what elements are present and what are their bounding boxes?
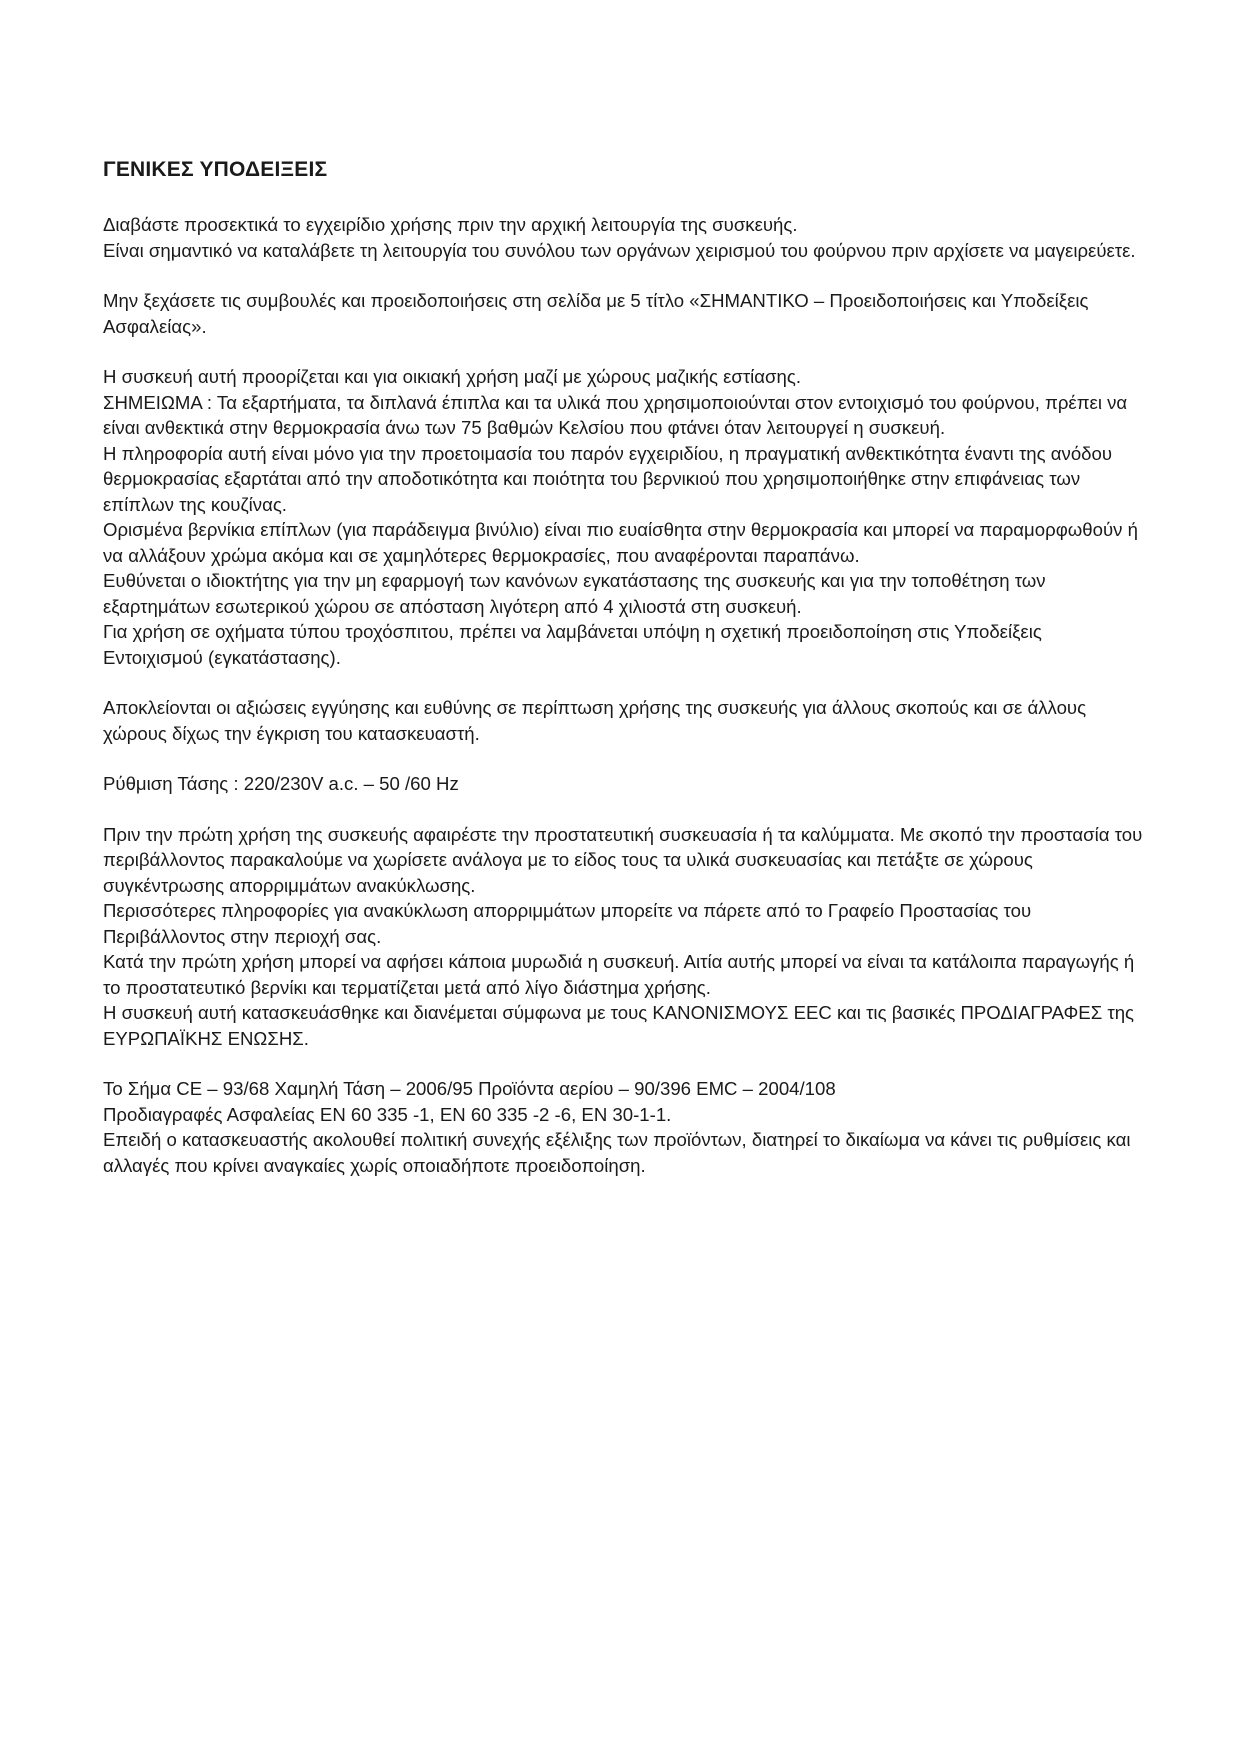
text-line: Μην ξεχάσετε τις συμβουλές και προειδοποιήσεις στη σελίδα με 5 τίτλο «ΣΗΜΑΝΤΙΚΟ – Προειδοποιήσεις και Υποδείξεις Ασφαλείας». bbox=[103, 290, 1089, 337]
paragraph bbox=[103, 771, 1143, 797]
text-line: Επειδή ο κατασκευαστής ακολουθεί πολιτική συνεχής εξέλιξης των προϊόντων, διατηρεί το δικαίωμα να κάνει τις ρυθμίσεις και αλλαγές που κρίνει αναγκαίες χωρίς οποιαδήποτε προειδοποίηση. bbox=[103, 1129, 1131, 1176]
text-line: Ευθύνεται ο ιδιοκτήτης για την μη εφαρμογή των κανόνων εγκατάστασης της συσκευής και για την τοποθέτηση των εξαρτημάτων εσωτερικού χώρου σε απόσταση λιγότερη από 4 χιλιοστά στη συσκευή. bbox=[103, 570, 1046, 617]
text-line: Η συσκευή αυτή προορίζεται και για οικιακή χρήση μαζί με χώρους μαζικής εστίασης. bbox=[103, 366, 802, 387]
text-line: Προδιαγραφές Ασφαλείας EN 60 335 -1, EN 60 335 -2 -6, EN 30-1-1. bbox=[103, 1103, 672, 1125]
paragraph bbox=[103, 364, 1143, 670]
text-line: Είναι σημαντικό να καταλάβετε τη λειτουργία του συνόλου των οργάνων χειρισμού του φούρνου πριν αρχίσετε να μαγειρεύετε. bbox=[103, 239, 1136, 261]
paragraph bbox=[103, 695, 1143, 746]
document-title: ΓΕΝΙΚΕΣ ΥΠΟΔΕΙΞΕΙΣ bbox=[103, 158, 328, 181]
text-line: Το Σήμα CE – 93/68 Χαμηλή Τάση – 2006/95 Προϊόντα αερίου – 90/396 EMC – 2004/108 bbox=[103, 1078, 836, 1099]
text-line: Περισσότερες πληροφορίες για ανακύκλωση απορριμμάτων μπορείτε να πάρετε από το Γραφείο Προστασίας του Περιβάλλοντος στην περιοχή σας. bbox=[103, 900, 1032, 947]
text-line: Διαβάστε προσεκτικά το εγχειρίδιο χρήσης πριν την αρχική λειτουργία της συσκευής. bbox=[103, 214, 798, 235]
text-line: ΣΗΜΕΙΩΜΑ : Τα εξαρτήματα, τα διπλανά έπιπλα και τα υλικά που χρησιμοποιούνται στον εντοιχισμό του φούρνου, πρέπει να είναι ανθεκτικά στην θερμοκρασία άνω των 75 βαθμών Κελσίου που φτάνει όταν λειτουργεί η συσκευή. bbox=[103, 391, 1128, 438]
text-line: Για χρήση σε οχήματα τύπου τροχόσπιτου, πρέπει να λαμβάνεται υπόψη η σχετική προειδοποίηση στις Υποδείξεις Εντοιχισμού (εγκατάστασης). bbox=[103, 621, 1042, 668]
text-line: Η συσκευή αυτή κατασκευάσθηκε και διανέμεται σύμφωνα με τους ΚΑΝΟΝΙΣΜΟΥΣ ΕΕC και τις βασικές ΠΡΟΔΙΑΓΡΑΦΕΣ της ΕΥΡΩΠΑΪΚΗΣ ΕΝΩΣΗΣ. bbox=[103, 1002, 1135, 1049]
text-line: Κατά την πρώτη χρήση μπορεί να αφήσει κάποια μυρωδιά η συσκευή. Αιτία αυτής μπορεί να είναι τα κατάλοιπα παραγωγής ή το προστατευτικό βερνίκι και τερματίζεται μετά από λίγο διάστημα χρήσης. bbox=[103, 951, 1135, 998]
text-line: Ορισμένα βερνίκια επίπλων (για παράδειγμα βινύλιο) είναι πιο ευαίσθητα στην θερμοκρασία και μπορεί να παραμορφωθούν ή να αλλάξουν χρώμα ακόμα και σε χαμηλότερες θερμοκρασίες, που αναφέρονται παραπάνω. bbox=[103, 519, 1138, 566]
paragraph bbox=[103, 212, 1143, 263]
paragraph bbox=[103, 822, 1143, 1052]
document-page bbox=[103, 158, 1143, 1203]
text-line: Ρύθμιση Τάσης : 220/230V a.c. – 50 /60 Hz bbox=[103, 773, 459, 794]
text-line: Η πληροφορία αυτή είναι μόνο για την προετοιμασία του παρόν εγχειριδίου, η πραγματική ανθεκτικότητα έναντι της ανόδου θερμοκρασίας εξαρτάται από την αποδοτικότητα και ποιότητα του βερνικιού που χρησιμοποιήθηκε στην επιφάνειας των επίπλων της κουζίνας. bbox=[103, 442, 1113, 515]
paragraph bbox=[103, 1076, 1143, 1178]
text-line: Πριν την πρώτη χρήση της συσκευής αφαιρέστε την προστατευτική συσκευασία ή τα καλύμματα. Με σκοπό την προστασία του περιβάλλοντος παρακαλούμε να χωρίσετε ανάλογα με το είδος τους τα υλικά συσκευασίας και πετάξτε σε χώρους συγκέντρωσης απορριμμάτων ανακύκλωσης. bbox=[103, 823, 1143, 896]
paragraph bbox=[103, 288, 1143, 339]
text-line: Αποκλείονται οι αξιώσεις εγγύησης και ευθύνης σε περίπτωση χρήσης της συσκευής για άλλους σκοπούς και σε άλλους χώρους δίχως την έγκριση του κατασκευαστή. bbox=[103, 697, 1087, 744]
